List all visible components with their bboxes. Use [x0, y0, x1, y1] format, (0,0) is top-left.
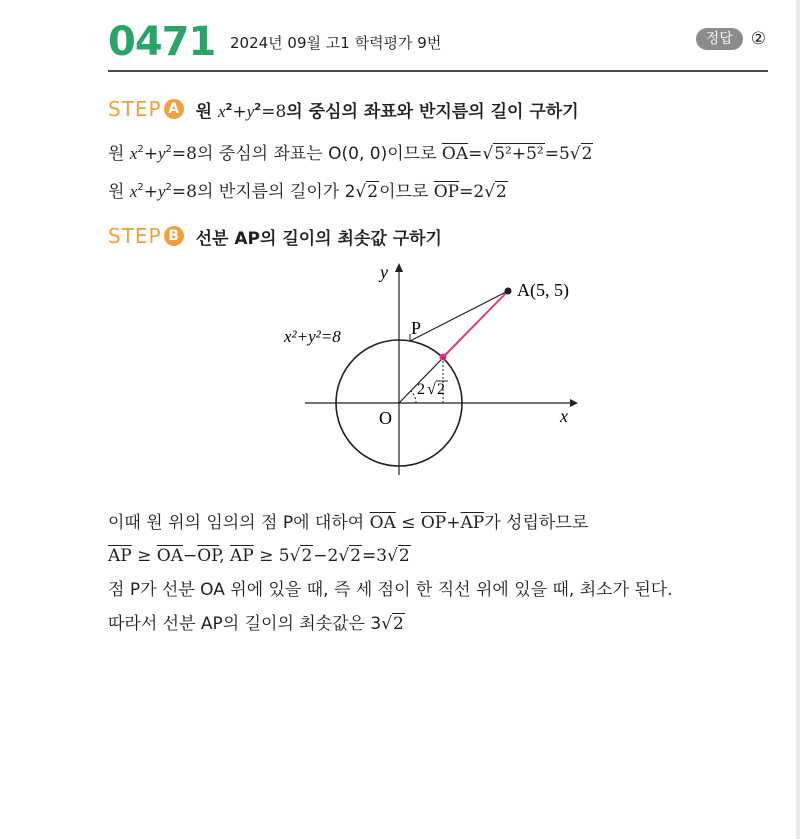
header — [108, 14, 768, 74]
segment-ap: $\overline{AP}$ — [460, 513, 485, 533]
step-title — [196, 224, 442, 249]
sqrt: √2 — [484, 182, 507, 202]
eq-plus: + — [232, 101, 247, 122]
text: 원 — [108, 182, 130, 202]
text: + — [446, 513, 461, 533]
text: −2 — [313, 546, 339, 566]
eq-x: x — [129, 182, 138, 201]
step-letter-badge: B — [164, 226, 184, 246]
eq-y: y — [158, 144, 166, 163]
angle-arc — [411, 391, 416, 403]
sqrt: √5²+5² — [482, 144, 544, 164]
conclusion-line-2 — [108, 543, 411, 569]
text: =2 — [459, 182, 485, 202]
eq-x: x — [129, 144, 138, 163]
x-axis-arrow-icon — [570, 399, 578, 407]
eq-plus: + — [143, 182, 158, 202]
step-title-word: 원 — [195, 101, 218, 122]
text: ≥ — [131, 546, 157, 566]
step-a-line-1 — [108, 137, 593, 167]
radicand: 2 — [367, 182, 379, 202]
segment-ap: $\overline{AP}$ — [108, 546, 132, 566]
answer-badge: 정답 — [696, 28, 743, 50]
text: , — [219, 546, 230, 566]
eq-x: x — [217, 101, 226, 121]
text: 의 반지름의 길이가 2 — [196, 182, 356, 202]
sqrt: √2 — [381, 614, 404, 634]
origin-label: O — [379, 408, 392, 428]
segment-oa: $\overline{OA}$ — [369, 513, 396, 533]
answer-value: ② — [750, 29, 766, 49]
point-a-label: A(5, 5) — [517, 280, 569, 300]
text: = — [468, 144, 483, 164]
problem-source: 2024년 09월 고1 학력평가 9번 — [230, 34, 442, 52]
text: ≥ 5 — [253, 546, 290, 566]
eq-plus: + — [143, 144, 158, 164]
text: ≤ — [395, 513, 421, 533]
point-a — [505, 288, 512, 295]
radicand: 2 — [398, 546, 410, 566]
segment-to-a-line — [410, 291, 508, 341]
sqrt: √2 — [387, 546, 410, 566]
header-divider — [108, 70, 768, 72]
step-letter-badge: A — [164, 99, 184, 119]
radius-label-radicand: 2 — [437, 381, 445, 398]
radicand: 2 — [581, 144, 593, 164]
segment-oa: $\overline{OA}$ — [441, 144, 469, 164]
segment-oa: $\overline{OA}$ — [156, 546, 183, 566]
step-label: STEP — [108, 224, 162, 248]
step-title-word: 선분 AP — [195, 228, 260, 249]
text: 원 — [108, 144, 130, 164]
circle-equation-label: x²+y²=8 — [284, 327, 341, 346]
step-b-heading — [108, 222, 442, 250]
min-distance-segment — [443, 291, 508, 357]
step-a-heading — [108, 95, 579, 123]
radius-sqrt-symbol: √ — [427, 381, 436, 398]
text: 따라서 선분 AP의 길이의 최솟값은 3 — [108, 614, 382, 634]
sqrt: √2 — [338, 546, 361, 566]
x-axis-label: x — [560, 406, 568, 426]
eq-exp: 2 — [137, 182, 144, 193]
step-title-rest: 의 길이의 최솟값 구하기 — [260, 228, 442, 249]
text: =3 — [362, 546, 388, 566]
text: 이므로 — [379, 182, 434, 202]
text: =5 — [544, 144, 570, 164]
problem-number: 0471 — [108, 19, 216, 65]
radicand: 2 — [496, 182, 507, 202]
text: − — [183, 546, 198, 566]
segment-op: $\overline{OP}$ — [420, 513, 447, 533]
segment-op: $\overline{OP}$ — [197, 546, 220, 566]
radicand: 5²+5² — [494, 144, 544, 164]
conclusion-line-1 — [108, 510, 588, 536]
step-label: STEP — [108, 97, 162, 121]
eq-exp: 2 — [254, 101, 262, 113]
eq-exp: 2 — [165, 144, 172, 155]
eq-y: y — [246, 101, 255, 121]
radicand: 2 — [393, 614, 404, 634]
radicand: 2 — [350, 546, 361, 566]
step-title — [196, 97, 579, 122]
segment-ap: $\overline{AP}$ — [230, 546, 254, 566]
radicand: 2 — [301, 546, 313, 566]
eq-exp: 2 — [225, 101, 233, 113]
circle-diagram — [270, 250, 590, 480]
eq-y: y — [158, 182, 166, 201]
eq-rhs: =8 — [261, 101, 287, 122]
segment-op: $\overline{OP}$ — [433, 182, 460, 202]
point-p-label: P — [411, 318, 422, 338]
sqrt: √2 — [569, 144, 593, 164]
sqrt: √2 — [289, 546, 313, 566]
eq-rhs: =8 — [171, 182, 197, 202]
eq-exp: 2 — [137, 144, 144, 155]
page-edge — [796, 0, 800, 839]
sqrt: √2 — [355, 182, 379, 202]
text: 이때 원 위의 임의의 점 P에 대하여 — [108, 513, 370, 533]
y-axis-label: y — [380, 262, 388, 282]
radius-label: 2 — [417, 381, 425, 398]
answer-box — [696, 28, 766, 50]
eq-exp: 2 — [165, 182, 172, 193]
y-axis-arrow-icon — [395, 263, 403, 272]
text: 가 성립하므로 — [484, 513, 589, 533]
text: 의 중심의 좌표는 O(0, 0)이므로 — [196, 144, 442, 164]
eq-rhs: =8 — [171, 144, 197, 164]
conclusion-line-3: 점 P가 선분 OA 위에 있을 때, 즉 세 점이 한 직선 위에 있을 때, 최소가 된다. — [108, 580, 673, 600]
conclusion-line-4 — [108, 611, 405, 637]
step-title-rest: 의 중심의 좌표와 반지름의 길이 구하기 — [286, 101, 579, 122]
step-a-line-2 — [108, 175, 508, 205]
